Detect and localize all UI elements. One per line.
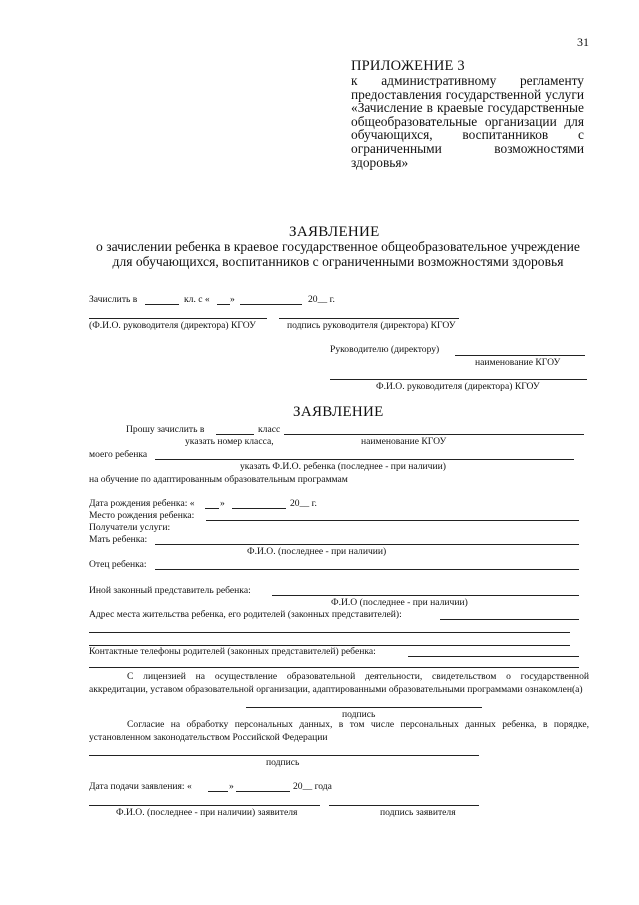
birth-place-field[interactable]: [206, 520, 579, 521]
consent-sign-field[interactable]: [89, 755, 479, 756]
document-subtitle: о зачислении ребенка в краевое государственное общеобразовательное учреждение для обучающихся, воспитанников с ограниченными возможностями здоровья: [96, 239, 580, 269]
other-rep-label: Иной законный представитель ребенка:: [89, 585, 251, 596]
enroll-class-field[interactable]: [145, 304, 179, 305]
phones-field[interactable]: [408, 656, 579, 657]
address-field-2[interactable]: [89, 632, 570, 633]
enroll-month-field[interactable]: [240, 304, 302, 305]
other-rep-fio-caption: Ф.И.О (последнее - при наличии): [331, 597, 468, 608]
phones-label: Контактные телефоны родителей (законных представителей) ребенка:: [89, 646, 376, 657]
birth-place-label: Место рождения ребенка:: [89, 510, 195, 521]
director-fio-caption-2: Ф.И.О. руководителя (директора) КГОУ: [376, 381, 540, 392]
birth-day-field[interactable]: [205, 508, 219, 509]
appendix-text: к административному регламенту предоставления государственной услуги «Зачисление в краевые государственные общеобразовательные организации для обучающихся, воспитанников с ограниченными возможностями здоровья»: [351, 73, 584, 170]
kgou-field[interactable]: [284, 434, 584, 435]
submit-date-mid: »: [229, 781, 234, 792]
appendix-title: ПРИЛОЖЕНИЕ 3: [351, 58, 465, 74]
consent-sign-caption: подпись: [266, 757, 300, 768]
director-sign-line[interactable]: [279, 318, 459, 319]
consent-text: Согласие на обработку персональных данных, в том числе персональных данных ребенка, в порядке, установленном законодательством Российской Федерации: [89, 719, 589, 743]
enroll-in-label: Зачислить в: [89, 294, 138, 305]
other-rep-field[interactable]: [272, 595, 579, 596]
child-fio-caption: указать Ф.И.О. ребенка (последнее - при наличии): [240, 461, 446, 472]
my-child-label: моего ребенка: [89, 449, 148, 460]
applicant-fio-caption: Ф.И.О. (последнее - при наличии) заявителя: [116, 807, 298, 818]
child-fio-field[interactable]: [155, 459, 574, 460]
director-fio-caption: (Ф.И.О. руководителя (директора) КГОУ: [89, 320, 256, 331]
service-recipients-label: Получатели услуги:: [89, 522, 171, 533]
address-field-1[interactable]: [440, 619, 579, 620]
address-label: Адрес места жительства ребенка, его родителей (законных представителей):: [89, 609, 402, 620]
birth-month-field[interactable]: [232, 508, 286, 509]
class-word: класс: [258, 424, 281, 435]
submit-day-field[interactable]: [208, 791, 228, 792]
license-sign-caption: подпись: [342, 709, 376, 720]
class-number-caption: указать номер класса,: [185, 436, 274, 447]
kgou-name-caption: наименование КГОУ: [475, 357, 561, 368]
director-fio-field[interactable]: [330, 379, 587, 380]
page-number: 31: [577, 35, 589, 49]
phones-field-2[interactable]: [89, 667, 579, 668]
license-sign-field[interactable]: [246, 707, 482, 708]
applicant-sign-caption: подпись заявителя: [380, 807, 456, 818]
birth-date-mid: »: [220, 498, 225, 509]
applicant-fio-field[interactable]: [89, 805, 320, 806]
application-title: ЗАЯВЛЕНИЕ: [293, 404, 384, 420]
class-number-field[interactable]: [216, 434, 254, 435]
applicant-sign-field[interactable]: [329, 805, 479, 806]
license-text: С лицензией на осуществление образовательной деятельности, свидетельством о государственной аккредитации, уставом образовательной организации, адаптированными образовательными программами ознакомлен(а): [89, 671, 589, 695]
mother-field[interactable]: [155, 544, 579, 545]
director-sign-caption: подпись руководителя (директора) КГОУ: [287, 320, 456, 331]
mother-fio-caption: Ф.И.О. (последнее - при наличии): [247, 546, 387, 557]
request-enroll-label: Прошу зачислить в: [126, 424, 205, 435]
mother-label: Мать ребенка:: [89, 534, 148, 545]
adapted-program-label: на обучение по адаптированным образовательным программам: [89, 474, 348, 485]
to-director-label: Руководителю (директору): [330, 344, 440, 355]
submit-date-label: Дата подачи заявления: «: [89, 781, 192, 792]
kgou-name-field[interactable]: [455, 355, 585, 356]
kgou-caption: наименование КГОУ: [361, 436, 447, 447]
submit-year-label: 20__ года: [293, 781, 332, 792]
document-title: ЗАЯВЛЕНИЕ: [289, 224, 380, 240]
director-fio-line[interactable]: [89, 318, 267, 319]
birth-date-label: Дата рождения ребенка: «: [89, 498, 195, 509]
submit-month-field[interactable]: [236, 791, 290, 792]
class-from-label: кл. с «: [184, 294, 210, 305]
birth-year-label: 20__ г.: [290, 498, 317, 509]
enroll-day-field[interactable]: [217, 304, 230, 305]
father-field[interactable]: [155, 569, 579, 570]
enroll-year-label: 20__ г.: [308, 294, 335, 305]
father-label: Отец ребенка:: [89, 559, 147, 570]
quote-close: »: [230, 294, 235, 305]
